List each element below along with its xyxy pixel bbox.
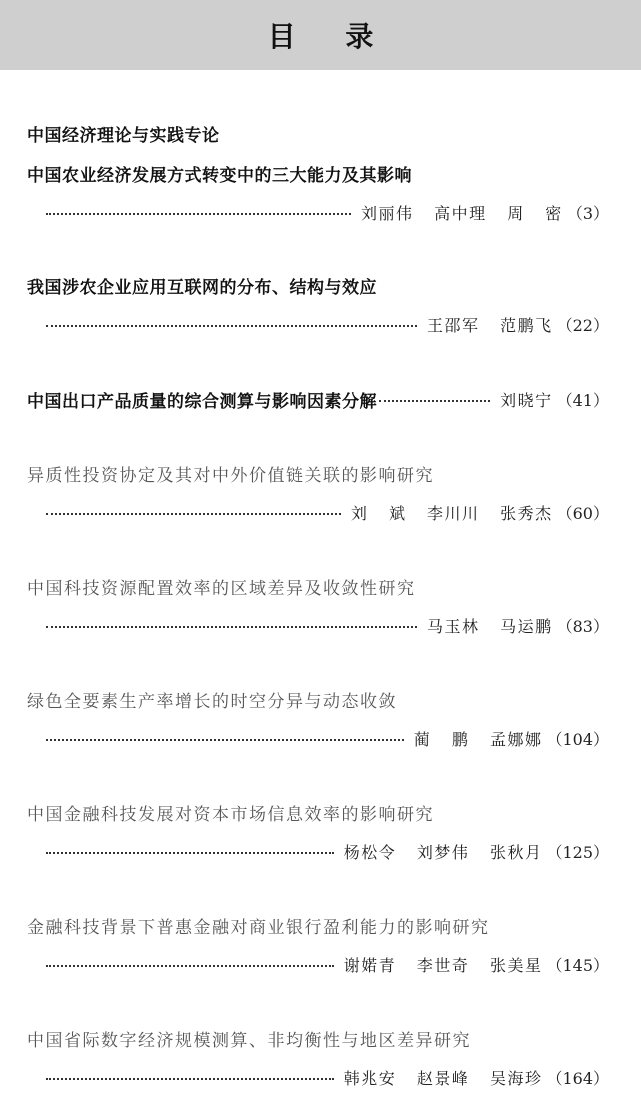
entry-title: 中国金融科技发展对资本市场信息效率的影响研究 — [27, 805, 434, 825]
dot-leader — [46, 965, 334, 967]
entry-page: （60） — [556, 503, 609, 523]
entry-authors: 蔺 鹏 孟娜娜 — [413, 729, 543, 749]
entry-page: （104） — [546, 729, 609, 749]
entry-authors: 韩兆安 赵景峰 吴海珍 — [343, 1068, 543, 1088]
entry-authors: 杨松令 刘梦伟 张秋月 — [343, 842, 543, 862]
entry-authors: 谢婼青 李世奇 张美星 — [343, 955, 543, 975]
entry-title: 中国科技资源配置效率的区域差异及收敛性研究 — [27, 579, 416, 599]
entry-authors: 王邵军 范鹏飞 — [427, 315, 553, 335]
dot-leader — [46, 626, 417, 628]
entry-title: 中国农业经济发展方式转变中的三大能力及其影响 — [27, 166, 412, 186]
dot-leader — [46, 325, 417, 327]
dot-leader — [46, 513, 341, 515]
entry-title: 金融科技背景下普惠金融对商业银行盈利能力的影响研究 — [27, 918, 490, 938]
entry-page: （22） — [556, 315, 609, 335]
entry-authors: 刘 斌 李川川 张秀杰 — [350, 503, 553, 523]
dot-leader — [46, 852, 334, 854]
entry-page: （83） — [556, 616, 609, 636]
entry-page: （164） — [546, 1068, 609, 1088]
entry-title: 中国省际数字经济规模测算、非均衡性与地区差异研究 — [27, 1031, 471, 1051]
entry-authors: 刘丽伟 高中理 周 密 — [361, 203, 563, 223]
entry-title: 绿色全要素生产率增长的时空分异与动态收敛 — [27, 692, 397, 712]
entry-page: （125） — [546, 842, 609, 862]
entry-page: （145） — [546, 955, 609, 975]
dot-leader — [46, 1078, 334, 1080]
entry-authors: 刘晓宁 — [500, 390, 553, 410]
dot-leader — [46, 739, 404, 741]
entry-authors: 马玉林 马运鹏 — [427, 616, 553, 636]
entry-title: 我国涉农企业应用互联网的分布、结构与效应 — [27, 278, 377, 298]
section-heading: 中国经济理论与实践专论 — [27, 126, 220, 146]
dot-leader — [46, 213, 351, 215]
entry-page: （3） — [566, 203, 609, 223]
entry-title: 中国出口产品质量的综合测算与影响因素分解 — [27, 391, 377, 412]
page-title: 目 录 — [267, 20, 394, 53]
entry-page: （41） — [556, 390, 609, 410]
entry-title: 异质性投资协定及其对中外价值链关联的影响研究 — [27, 466, 434, 486]
dot-leader — [379, 400, 490, 402]
